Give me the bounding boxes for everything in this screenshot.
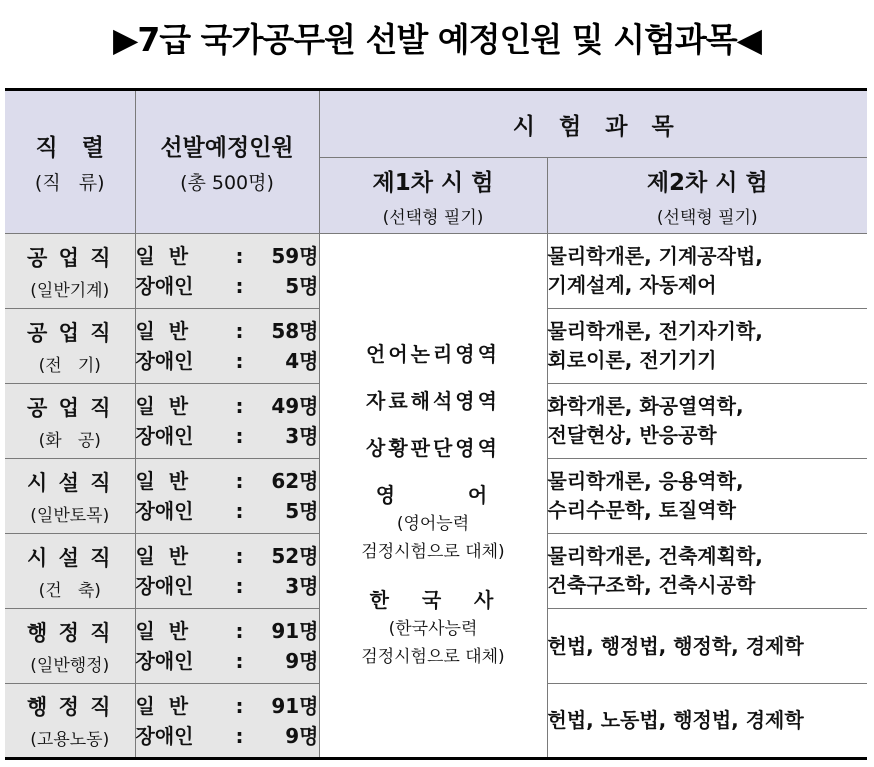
- header-subjects-label: 시 험 과 목: [512, 113, 674, 140]
- rank-name: 시 설 직: [27, 470, 113, 495]
- quota-cell: [135, 534, 319, 609]
- header-first-exam: [319, 158, 547, 234]
- rank-sub: (화 공): [38, 430, 101, 451]
- second-exam-subjects: [547, 609, 867, 684]
- quota-colon: :: [235, 469, 244, 493]
- quota-cell: [135, 234, 319, 309]
- header-rank: [5, 90, 135, 234]
- quota-colon: :: [235, 499, 244, 523]
- first-subject: 언어논리영역: [366, 342, 500, 366]
- quota-disabled-value: 5명: [285, 499, 319, 523]
- quota-cell: [135, 684, 319, 759]
- second-exam-subjects: [547, 384, 867, 459]
- quota-general-value: 91명: [271, 619, 319, 643]
- quota-disabled-label: 장애인: [135, 424, 194, 448]
- quota-colon: :: [235, 274, 244, 298]
- second-subject-line: 화학개론, 화공열역학,: [547, 394, 744, 418]
- header-rank-sub: (직 류): [34, 172, 105, 194]
- quota-general-label: 일 반: [135, 319, 189, 343]
- header-second-sub: (선택형 필기): [656, 207, 758, 228]
- first-subject: 자료해석영역: [366, 389, 500, 413]
- header-quota-sub: (총 500명): [180, 172, 274, 194]
- quota-cell: [135, 309, 319, 384]
- quota-general-value: 62명: [271, 469, 319, 493]
- quota-general-label: 일 반: [135, 469, 189, 493]
- second-exam-subjects: [547, 459, 867, 534]
- rank-name: 공 업 직: [27, 395, 113, 420]
- quota-colon: :: [235, 619, 244, 643]
- header-second-main: 제2차 시 험: [646, 169, 768, 196]
- quota-general-label: 일 반: [135, 544, 189, 568]
- second-exam-subjects: [547, 234, 867, 309]
- quota-colon: :: [235, 394, 244, 418]
- second-subject-line: 물리학개론, 건축계획학,: [547, 544, 763, 568]
- table-row: [5, 234, 867, 309]
- second-exam-subjects: [547, 309, 867, 384]
- second-subject-line: 회로이론, 전기기기: [547, 348, 717, 372]
- first-subject: 한 국 사: [369, 588, 497, 612]
- quota-cell: [135, 459, 319, 534]
- second-subject-line: 기계설계, 자동제어: [547, 273, 717, 297]
- quota-cell: [135, 609, 319, 684]
- header-first-main: 제1차 시 험: [372, 169, 494, 196]
- quota-colon: :: [235, 244, 244, 268]
- quota-disabled-value: 9명: [285, 723, 319, 748]
- second-subject-line: 헌법, 노동법, 행정법, 경제학: [547, 708, 804, 732]
- first-exam-subjects: [319, 234, 547, 759]
- first-subject: 영 어: [375, 483, 491, 507]
- second-subject-line: 수리수문학, 토질역학: [547, 498, 736, 522]
- rank-name: 행 정 직: [27, 620, 113, 645]
- quota-cell: [135, 384, 319, 459]
- first-subject: 상황판단영역: [366, 436, 500, 460]
- rank-sub: (일반기계): [30, 280, 110, 301]
- quota-general-value: 91명: [271, 693, 319, 718]
- quota-general-label: 일 반: [135, 394, 189, 418]
- rank-sub: (일반토목): [30, 505, 110, 526]
- quota-general-label: 일 반: [135, 619, 189, 643]
- header-first-sub: (선택형 필기): [382, 207, 484, 228]
- rank-sub: (고용노동): [30, 730, 110, 750]
- header-rank-main: 직 렬: [35, 135, 104, 161]
- rank-cell: [5, 234, 135, 309]
- rank-name: 공 업 직: [27, 320, 113, 345]
- quota-disabled-value: 4명: [285, 349, 319, 373]
- rank-cell: [5, 534, 135, 609]
- rank-sub: (건 축): [38, 580, 101, 601]
- quota-disabled-label: 장애인: [135, 349, 194, 373]
- rank-cell: [5, 609, 135, 684]
- first-subject-note: (영어능력: [396, 514, 470, 534]
- quota-general-label: 일 반: [135, 693, 189, 718]
- rank-cell: [5, 384, 135, 459]
- quota-colon: :: [235, 693, 244, 718]
- quota-general-value: 59명: [271, 244, 319, 268]
- quota-colon: :: [235, 544, 244, 568]
- rank-cell: [5, 459, 135, 534]
- second-exam-subjects: [547, 534, 867, 609]
- quota-colon: :: [235, 574, 244, 598]
- rank-name: 행 정 직: [27, 695, 113, 719]
- quota-general-value: 49명: [271, 394, 319, 418]
- rank-cell: [5, 684, 135, 759]
- quota-disabled-value: 3명: [285, 424, 319, 448]
- rank-sub: (전 기): [38, 355, 101, 376]
- quota-colon: :: [235, 723, 244, 748]
- second-subject-line: 물리학개론, 전기자기학,: [547, 319, 763, 343]
- quota-disabled-label: 장애인: [135, 574, 194, 598]
- header-quota: [135, 90, 319, 234]
- quota-colon: :: [235, 649, 244, 673]
- header-quota-main: 선발예정인원: [160, 135, 294, 161]
- rank-cell: [5, 309, 135, 384]
- quota-disabled-value: 5명: [285, 274, 319, 298]
- header-subjects: [319, 90, 867, 158]
- rank-name: 공 업 직: [27, 245, 113, 270]
- quota-colon: :: [235, 424, 244, 448]
- page-title: ▶7급 국가공무원 선발 예정인원 및 시험과목◀: [112, 20, 762, 59]
- quota-disabled-value: 3명: [285, 574, 319, 598]
- second-subject-line: 물리학개론, 기계공작법,: [547, 244, 763, 268]
- header-second-exam: [547, 158, 867, 234]
- quota-disabled-label: 장애인: [135, 274, 194, 298]
- quota-colon: :: [235, 349, 244, 373]
- second-subject-line: 물리학개론, 응용역학,: [547, 469, 744, 493]
- quota-colon: :: [235, 319, 244, 343]
- first-subject-note: 검정시험으로 대체): [361, 647, 505, 667]
- quota-disabled-value: 9명: [285, 649, 319, 673]
- rank-name: 시 설 직: [27, 545, 113, 570]
- second-subject-line: 헌법, 행정법, 행정학, 경제학: [547, 633, 804, 658]
- quota-disabled-label: 장애인: [135, 499, 194, 523]
- first-subject-note: (한국사능력: [388, 619, 478, 639]
- first-subject-note: 검정시험으로 대체): [361, 542, 505, 562]
- exam-table: [5, 88, 867, 760]
- second-subject-line: 건축구조학, 건축시공학: [547, 573, 756, 597]
- quota-disabled-label: 장애인: [135, 723, 194, 748]
- quota-general-label: 일 반: [135, 244, 189, 268]
- second-exam-subjects: [547, 684, 867, 759]
- second-subject-line: 전달현상, 반응공학: [547, 423, 717, 447]
- rank-sub: (일반행정): [30, 655, 110, 676]
- quota-general-value: 58명: [271, 319, 319, 343]
- quota-disabled-label: 장애인: [135, 649, 194, 673]
- quota-general-value: 52명: [271, 544, 319, 568]
